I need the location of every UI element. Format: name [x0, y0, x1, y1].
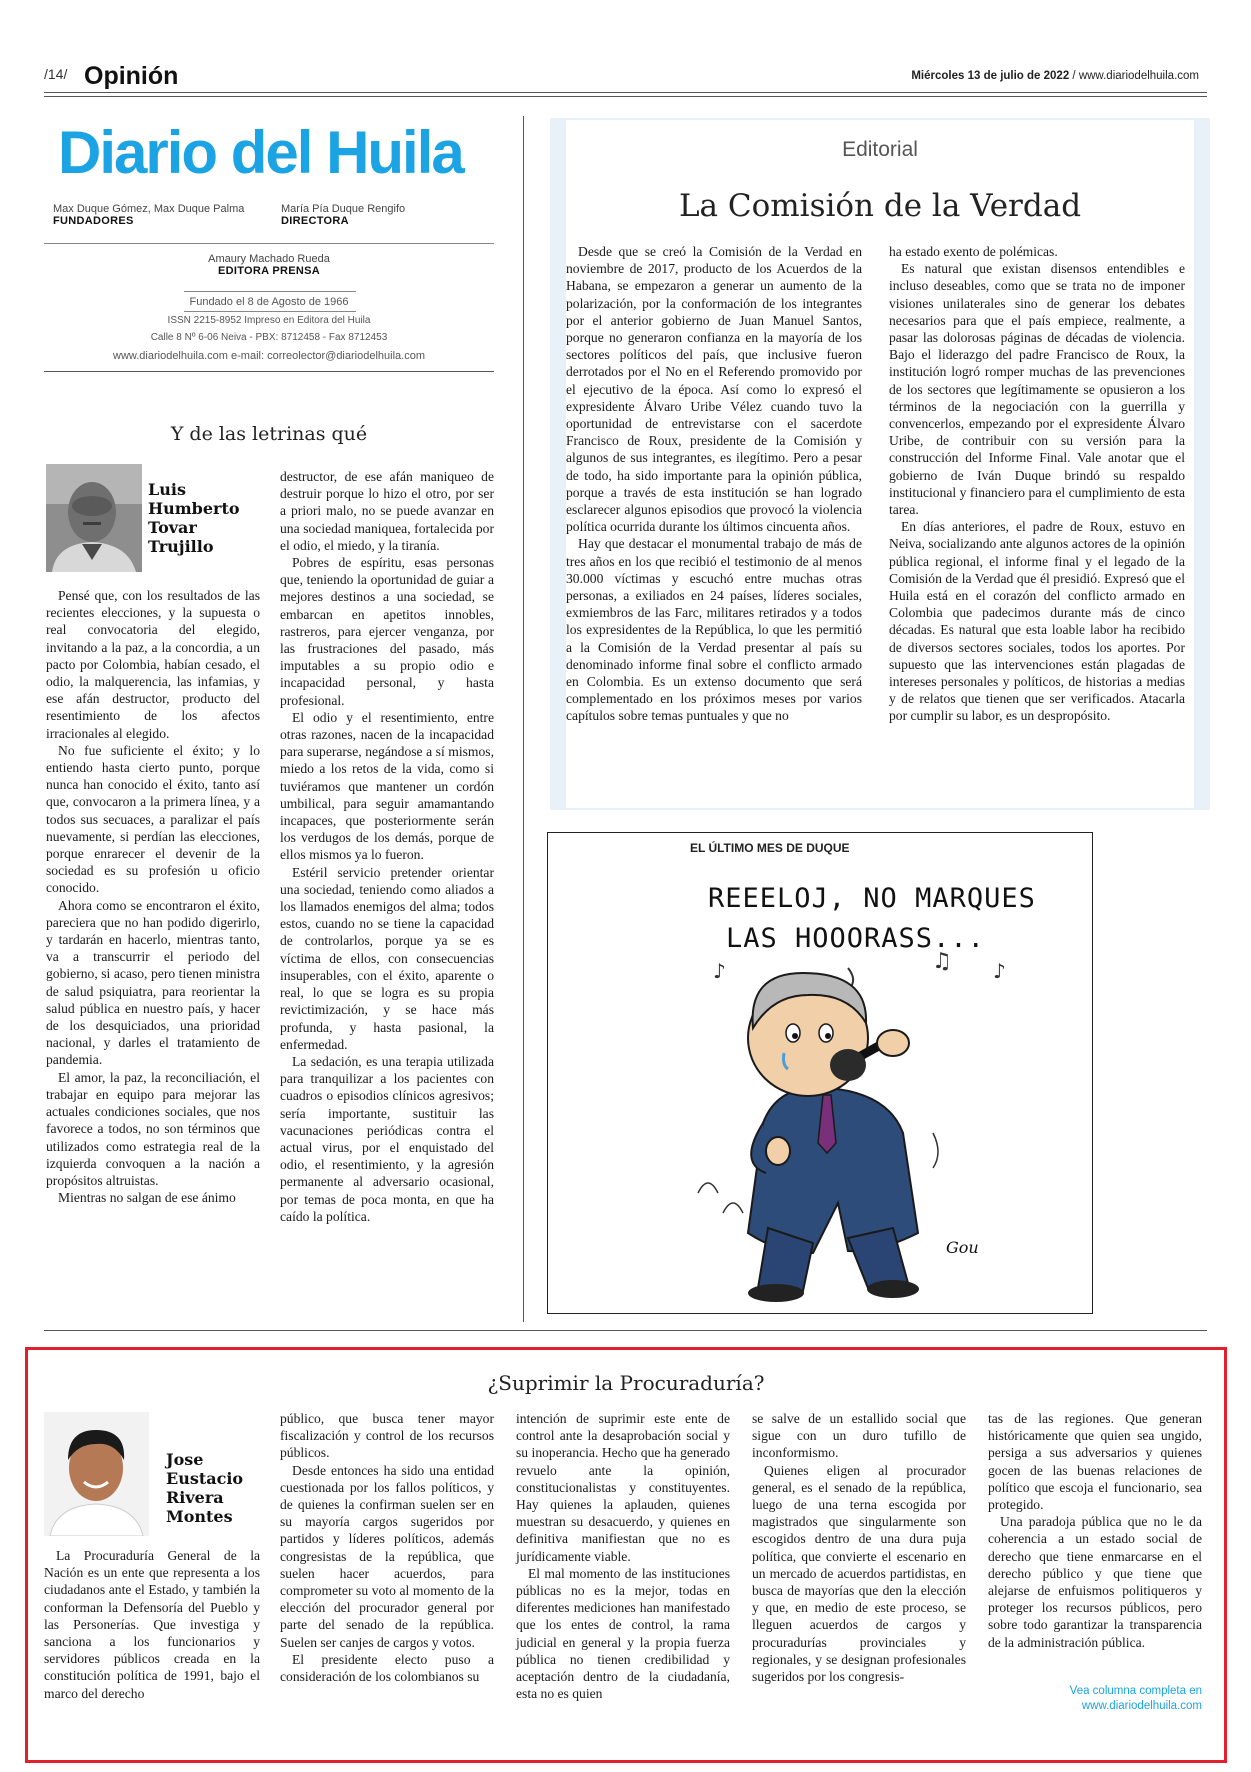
column2-text-b — [280, 1410, 494, 1685]
paragraph: Desde entonces ha sido una entidad cuestionada por los fallos políticos, y de quienes la confirman suelen ser en su mayoría cargos sugeridos por partidos y líderes políticos, además congresistas de la república, que suelen hacer acuerdos, para comprometer su voto al momento de la elección del procurador general por parte del senado de la república. Suelen ser canjes de cargos y votos. — [280, 1462, 494, 1650]
newspaper-logo: Diario del Huila — [58, 119, 463, 186]
read-more-url[interactable]: www.diariodelhuila.com — [1081, 1700, 1202, 1712]
author-name-line: Montes — [166, 1507, 233, 1526]
editorial-cartoon — [547, 832, 1093, 1314]
author-name-line: Eustacio — [166, 1469, 244, 1488]
cartoon-caption: EL ÚLTIMO MES DE DUQUE — [690, 841, 850, 855]
paragraph: Es natural que existan disensos entendibles e incluso deseables, como que se trata no de imponer visiones unilaterales sino de generar los debates necesarios para que el país empiece, realmente, a pasar las dolorosas páginas de décadas de violencia. Bajo el liderazgo del padre Francisco de Roux, la institución logró romper muchas de las prevenciones de los sectores que legítimamente se opusieron a los términos de la negociación con la guerrilla y convencerlos, empezando por el expresidente Álvaro Uribe, de contribuir con su versión para la construcción del Informe Final. Vale anotar que el gobierno de Iván Duque brindó su respaldo institucional y financiero para el cumplimiento de esta tarea. — [889, 261, 1185, 518]
header-rule — [44, 92, 1207, 93]
paragraph: Ahora como se encontraron el éxito, pareciera que no han podido digerirlo, y tardarán en hacerlo, mientras tanto, va a transcurrir el periodo del gobierno, si acaso, pero tienen ministra de salud psiquiatra, para reorientar la salud pública en nuestro país, y hacer de los desquiciados, una prioridad nacional, y darles el tratamiento de pandemia. — [46, 897, 260, 1068]
paragraph: Una paradoja pública que no le da coherencia a un estado social de derecho que tiene enmarcarse en el derecho público y que tiene que alejarse de enfuismos politiqueros y proteger los recursos públicos, pero sobre todo garantizar la transparencia de la administración pública. — [988, 1514, 1202, 1650]
author-name-line: Trujillo — [148, 537, 214, 556]
paragraph: público, que busca tener mayor fiscalización y control de los recursos públicos. — [280, 1411, 494, 1461]
site-url[interactable]: / www.diariodelhuila.com — [1069, 70, 1199, 82]
address-line: Calle 8 Nº 6-06 Neiva - PBX: 8712458 - Fax 8712453 — [150, 332, 388, 343]
author-name-line: Jose — [166, 1450, 204, 1469]
paragraph: El mal momento de las instituciones públicas no es la mejor, todas en diferentes mediciones han manifestado que los entes de control, la rama judicial en general y la propia fuerza pública no tienen credibilidad y aceptación dentro de la ciudadanía, esta no es quien — [516, 1565, 730, 1702]
author-name-line: Tovar — [148, 518, 197, 537]
author-byline — [148, 480, 240, 556]
cartoon-drawing — [548, 833, 1094, 1315]
paragraph: Hay que destacar el monumental trabajo de más de tres años en los que recibió el testimonio de al menos 30.000 víctimas y escuchó entre muchas otras personas, a exiliados en 24 países, líderes sociales, exmiembros de las Farc, militares retirados y a todos los expresidentes de la República, lo que les permitió a la Comisión de la Verdad presentar al país su denominado informe final sobre el conflicto armado en Colombia. Es un extenso documento que será complementado en los próximos meses por varios capítulos sobre temas puntuales y que no — [566, 536, 862, 724]
svg-text:♫: ♫ — [932, 949, 952, 974]
editor-name: Amaury Machado Rueda — [208, 253, 330, 265]
column2-text-c — [516, 1410, 730, 1702]
cartoon-signature: Gou — [946, 1238, 979, 1257]
author-photo — [46, 464, 142, 572]
founders-label: FUNDADORES — [53, 215, 134, 227]
founders — [53, 203, 244, 227]
issn-line: ISSN 2215-8952 Impreso en Editora del Huila — [167, 315, 371, 326]
section-rule — [44, 1330, 1207, 1331]
editorial-text-a — [566, 243, 862, 725]
header-rule-2 — [44, 96, 1207, 97]
paragraph: La sedación, es una terapia utilizada para tranquilizar a los pacientes con cuadros o episodios clínicos agresivos; sería importante, sustituir las vacunaciones periódicas contra el actual virus, por el enquistado del odio, el resentimiento, y la agresión permanente al adversario ocasional, por temas de poca monta, en que ha caído la política. — [280, 1053, 494, 1224]
author-name-line: Rivera — [166, 1488, 224, 1507]
masthead-bottom-rule — [44, 371, 494, 372]
paragraph: intención de suprimir este ente de control ante la desaprobación social y su inoperancia. Hecho que ha generado revuelo ante la opinión, constitucionalistas y constituyentes. Hay quienes la aplauden, quienes muestran su desacuerdo, y quienes en definitiva manifiestan que no es jurídicamente viable. — [516, 1411, 730, 1564]
page-number: /14/ — [44, 66, 68, 82]
svg-text:♪: ♪ — [993, 959, 1006, 983]
paragraph: destructor, de ese afán maniqueo de destruir porque lo hizo el otro, por ser a priori malo, no se puede avanzar en una sociedad maniquea, fortalecida por el odio, el miedo, y la tiranía. — [280, 469, 494, 553]
editor — [44, 253, 494, 277]
read-more-label: Vea columna completa en — [1069, 1685, 1202, 1697]
paragraph: tas de las regiones. Que generan históricamente que quien sea ungido, persiga a sus adversarios y quienes gocen de las buenas relaciones de político que escoja el funcionario, sea protegido. — [988, 1411, 1202, 1513]
editorial-text-b — [889, 243, 1185, 725]
paragraph: Mientras no salgan de ese ánimo — [58, 1190, 236, 1206]
author-byline — [166, 1450, 243, 1526]
paragraph: La Procuraduría General de la Nación es un ente que representa a los ciudadanos ante el Estado, y también la conforman la Defensoría del Pueblo y las Personerías. Que investiga y sanciona a los funcionarios y servidores públicos creada en la constitución política de 1991, bajo el marco del derecho — [44, 1548, 260, 1701]
column2-text-a — [44, 1547, 260, 1702]
author-photo-image — [46, 464, 142, 572]
author-name-line: Humberto — [148, 499, 240, 518]
director-label: DIRECTORA — [281, 215, 349, 227]
author-name-line: Luis — [148, 480, 186, 499]
paragraph: Estéril servicio pretender orientar una sociedad, teniendo como aliados a los llamados enemigos del alma; todos estos, cuando no se tiene la capacidad de controlarlos, porque ya se es víctima de ellos, con consecuencias insuperables, con el éxito, aparente o real, lo que se logra es su propia revictimización, y se hace más profunda, y hasta pasional, la enfermedad. — [280, 864, 494, 1052]
paragraph: El amor, la paz, la reconciliación, el trabajar en equipo para mejorar las actuales condiciones sociales, que nos favorece a todos, no son términos que utilizados como estrategia real de la izquierda convoquen a la nación a propósitos altruistas. — [46, 1069, 260, 1188]
column-title: ¿Suprimir la Procuraduría? — [487, 1371, 765, 1395]
paragraph: Desde que se creó la Comisión de la Verdad en noviembre de 2017, producto de los Acuerdos de la Habana, se empezaron a generar un aumento de la polarización, por la conformación de los integrantes por el anterior gobierno de Juan Manuel Santos, porque no generaron confianza en la mayoría de los sectores políticos del país, que inclusive fueron derrotados por el No en el Referendo promovido por el ejecutivo de la época. Así como lo expresó el expresidente Álvaro Uribe Vélez cuando tuvo la oportunidad de entrevistarse con el sacerdote Francisco de Roux, presidente de la Comisión y algunos de sus integrantes, es ilegítimo. Pero a pesar de todo, ha sido importante para la opinión pública, porque a través de esta institución se han logrado esclarecer algunos episodios que provocó la violencia política ocurrida durante los últimos cincuenta años. — [566, 244, 862, 535]
paragraph: Quienes eligen al procurador general, es el senado de la república, luego de una terna escogida por magistrados que singularmente son escogidos dentro de una dura puja política, que convierte el escenario en un mercado de acuerdos partidistas, en busca de mayorías que den la elección y que, en medio de este proceso, se lleguen acuerdos de cargos y procuradurías provinciales y regionales, y se designan profesionales sugeridos por los congresis- — [752, 1462, 966, 1685]
column1-text-a — [46, 587, 260, 1206]
paragraph: El presidente electo puso a consideración de los colombianos su — [280, 1651, 494, 1685]
editorial-kicker: Editorial — [842, 138, 918, 161]
cartoon-speech-1: REEELOJ, NO MARQUES — [708, 883, 1036, 914]
column1-text-b — [280, 468, 494, 1225]
date-text: Miércoles 13 de julio de 2022 — [911, 70, 1070, 82]
founders-names: Max Duque Gómez, Max Duque Palma — [53, 203, 245, 215]
director-name: María Pía Duque Rengifo — [281, 203, 406, 215]
issue-date — [911, 70, 1199, 82]
column-title: Y de las letrinas qué — [170, 423, 368, 445]
author-photo-image — [44, 1412, 149, 1536]
read-more-link[interactable] — [988, 1684, 1202, 1714]
paragraph: El odio y el resentimiento, entre otras razones, nacen de la incapacidad para superarse, negándose a sí mismos, miedo a los retos de la vida, como si tuviéramos que mantener un cordón umbilical, para seguir amamantando incapaces, que posteriormente serán los verdugos de los demás, porque de ellos mismos ya lo fueron. — [280, 709, 494, 863]
author-photo — [44, 1412, 149, 1536]
column-divider — [523, 116, 524, 1322]
paragraph: se salve de un estallido social que sigue con un duro tufillo de inconformismo. — [752, 1411, 966, 1461]
column2-text-d — [752, 1410, 966, 1685]
section-title: Opinión — [84, 62, 179, 90]
paragraph: En días anteriores, el padre de Roux, estuvo en Neiva, socializando ante algunos actores de la opinión pública regional, el informe final y el legado de la Comisión de la Verdad que él presidió. Expresó que el Huila está en el corazón del conflicto armado en Colombia que padecimos durante más de cinco décadas. Es natural que esta loable labor ha recibido de diversos sectores sociales, todos los aportes. Por supuesto que las intervenciones están plagadas de intereses personales y políticos, de historias a medias y de relatos que tienen que ser verificados. Atacarla por cumplir su labor, es un despropósito. — [889, 519, 1185, 724]
svg-text:♪: ♪ — [713, 959, 726, 983]
column2-text-e — [988, 1410, 1202, 1651]
paragraph: Pensé que, con los resultados de las recientes elecciones, y la supuesta o real convocatoria del elegido, invitando a la paz, a la concordia, a un pacto por Colombia, habían cesado, el odio, la malquerencia, las infamias, y ese afán destructor, producto del resentimiento de los afectos irracionales al elegido. — [46, 588, 260, 741]
founded-rule-bottom — [184, 311, 356, 312]
editorial-title: La Comisión de la Verdad — [678, 188, 1082, 224]
founded-date: Fundado el 8 de Agosto de 1966 — [189, 296, 349, 308]
paragraph: Pobres de espíritu, esas personas que, teniendo la oportunidad de guiar a mejores destinos a una sociedad, se embarcan en apetitos innobles, rastreros, para ejercer venganza, por las frustraciones del pasado, más imputables a su propio odio e incapacidad personal, y hasta profesional. — [280, 555, 494, 708]
masthead-rule — [44, 243, 494, 244]
paragraph: No fue suficiente el éxito; y lo entiendo hasta cierto punto, porque nunca han conocido el éxito, tanto así que, convocaron a la primera línea, y a todos sus secuaces, a paralizar el país nuevamente, si perdían las elecciones, porque enrarecer el devenir de la sociedad es su profesión u oficio conocido. — [46, 742, 260, 896]
founded-rule-top — [184, 291, 356, 292]
paragraph: ha estado exento de polémicas. — [889, 244, 1058, 259]
editor-label: EDITORA PRENSA — [218, 265, 320, 277]
director — [281, 203, 405, 227]
cartoon-speech-2: LAS HOOORASS... — [726, 923, 985, 954]
web-email-line[interactable]: www.diariodelhuila.com e-mail: correolector@diariodelhuila.com — [113, 350, 425, 362]
